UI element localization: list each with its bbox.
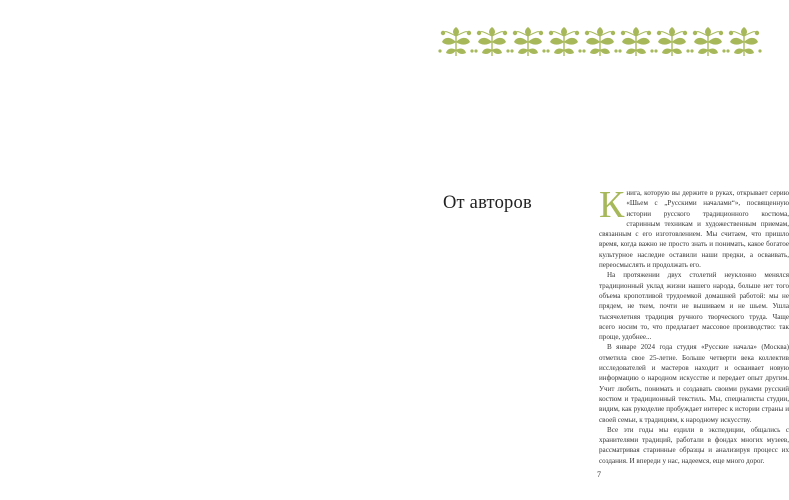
paragraph-3: В январе 2024 года студия «Русские начала» (Москва) отметила свое 25-летие. Больше четверти века коллектив исследователей и мастеров находит и осваивает новую информацию о народном искусстве и передает опыт другим. Учит любить, понимать и создавать своими руками русский костюм и традиционный текстиль. Мы, специалисты студии, видим, как рукоделие пробуждает интерес к истории страны и своей семьи, к традициям, к народному искусству. — [599, 343, 789, 424]
left-page-blank — [0, 0, 394, 500]
floral-border-ornament-icon — [438, 24, 764, 62]
chapter-title: От авторов — [443, 193, 532, 213]
page-number: 7 — [597, 470, 601, 479]
paragraph-1 — [599, 184, 789, 270]
drop-cap-letter: К — [599, 184, 625, 226]
paragraph-1-text: нига, которую вы держите в руках, открывает серию «Шьем с „Русскими началами“», посвященную истории русского традиционного костюма, старинным техникам и художественным приемам, связанным с его изготовлением. Мы считаем, что пришло время, когда важно не просто знать и понимать, какое богатое культурное наследие оставили наши предки, а осваивать, переосмыслять и продолжать его. — [599, 189, 789, 270]
body-text — [599, 184, 789, 466]
paragraph-4: Все эти годы мы ездили в экспедиции, общались с хранителями традиций, работали в фондах многих музеев, рассматривая старинные образцы и анализируя процесс их создания. И впереди у нас, надеемся, еще много дорог. — [599, 425, 789, 465]
paragraph-2: На протяжении двух столетий неуклонно менялся традиционный уклад жизни нашего народа, больше нет того объема кропотливой трудоемкой домашней работой: мы не прядем, не ткем, почти не вышиваем и не шьем. Ушла тысячелетняя традиция ручного творческого труда. Чаще всего носим то, что предлагает массовое производство: так проще, удобнее... — [599, 271, 789, 342]
